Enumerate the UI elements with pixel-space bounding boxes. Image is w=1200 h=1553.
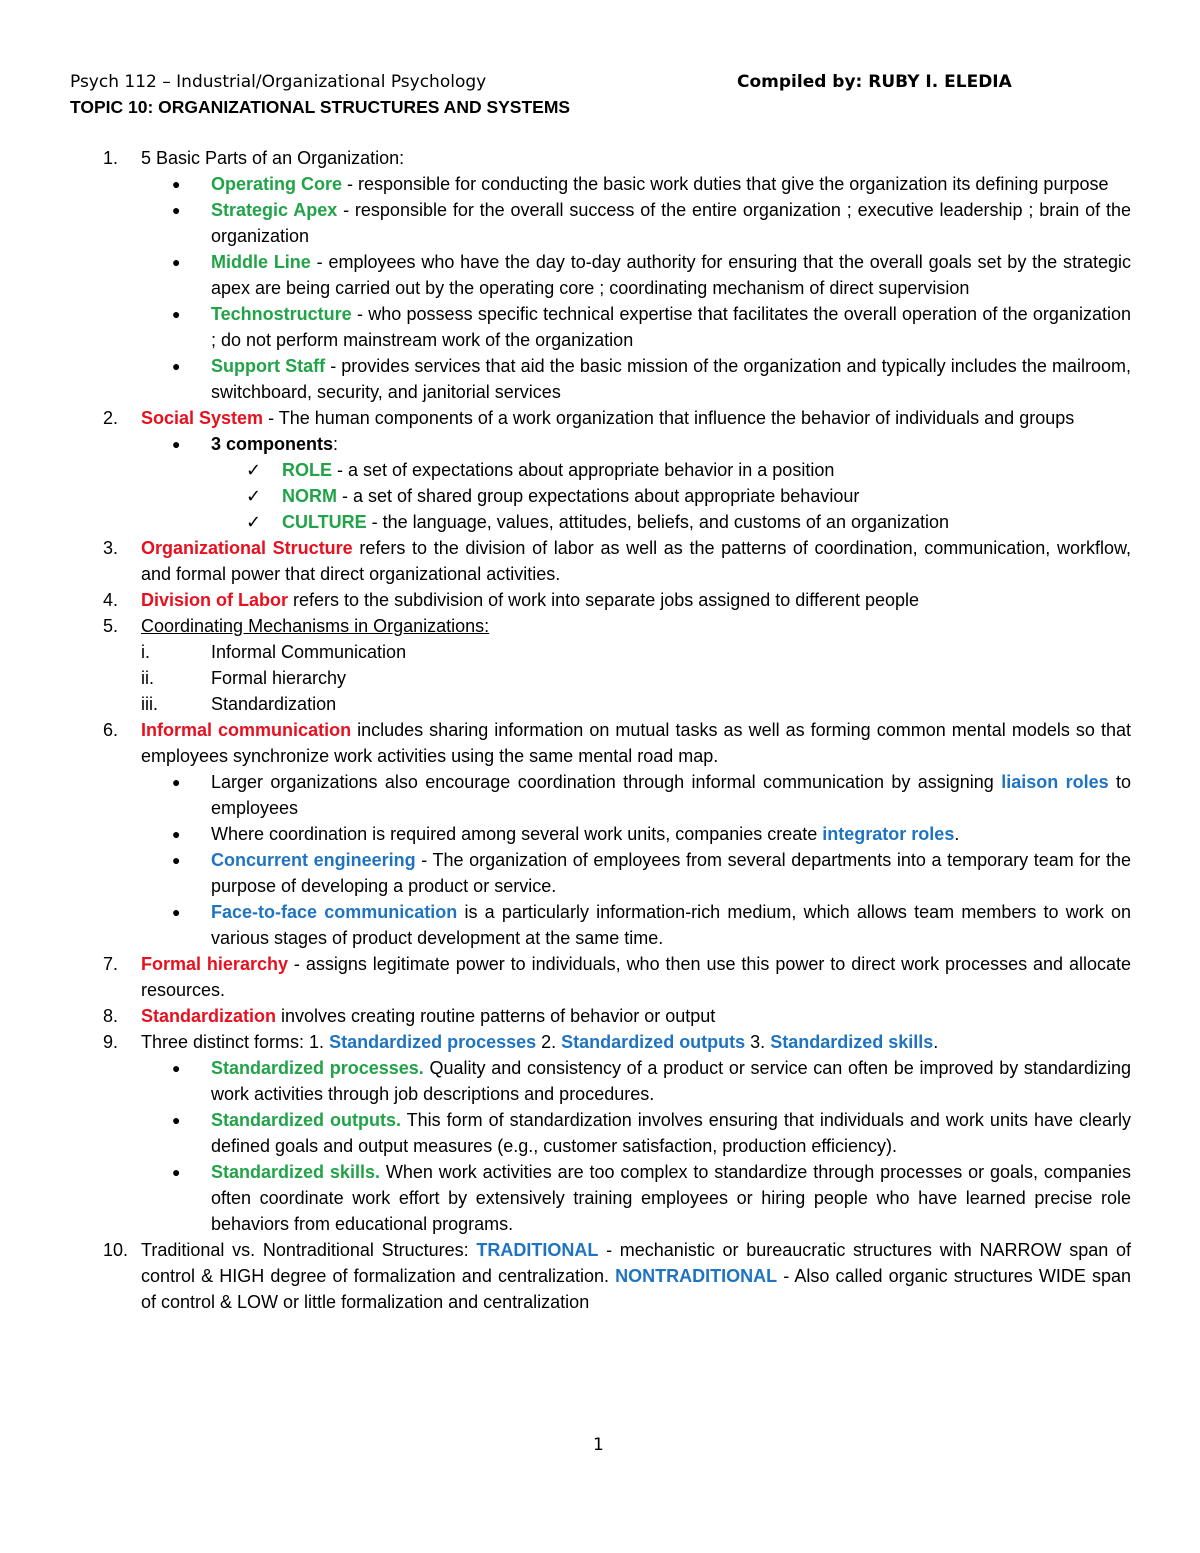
roman-numeral: iii. — [141, 694, 158, 714]
list-item-5 — [70, 613, 1131, 639]
list-item-4 — [70, 587, 1131, 613]
definition: - The organization of employees from several departments into a temporary team for the purpose of developing a product or service. — [211, 850, 1131, 896]
bullet-middle-line — [70, 249, 1131, 301]
bullet-technostructure — [70, 301, 1131, 353]
term: ROLE — [282, 460, 333, 480]
text: . — [933, 1032, 939, 1052]
check-culture — [70, 509, 1131, 535]
roman-text: Informal Communication — [211, 642, 407, 662]
bullet-standardized-processes — [70, 1055, 1131, 1107]
definition: - the language, values, attitudes, beliefs, and customs of an organization — [366, 512, 950, 532]
item-number: 8. — [103, 1006, 119, 1026]
list-item-9 — [70, 1029, 1131, 1055]
list-item-10 — [70, 1237, 1131, 1315]
item-number: 7. — [103, 954, 119, 974]
definition: - The human components of a work organization that influence the behavior of individuals and groups — [263, 408, 1075, 428]
bullet-icon: ● — [172, 774, 181, 790]
bullet-icon: ● — [172, 1112, 181, 1128]
bullet-icon: ● — [172, 306, 181, 322]
bullet-concurrent-engineering — [70, 847, 1131, 899]
list-item-3 — [70, 535, 1131, 587]
term: CULTURE — [282, 512, 367, 532]
definition: - a set of expectations about appropriate behavior in a position — [332, 460, 835, 480]
bullet-support-staff — [70, 353, 1131, 405]
bullet-icon: ● — [172, 202, 181, 218]
definition: - responsible for the overall success of the entire organization ; executive leadership ; brain of the organization — [211, 200, 1131, 246]
definition: involves creating routine patterns of behavior or output — [276, 1006, 716, 1026]
bullet-icon: ● — [172, 254, 181, 270]
item-number: 1. — [103, 148, 119, 168]
item-number: 6. — [103, 720, 119, 740]
text: Three distinct forms: 1. — [141, 1032, 330, 1052]
bullet-icon: ● — [172, 826, 181, 842]
definition: - provides services that aid the basic mission of the organization and typically includes the mailroom, switchboard, security, and janitorial services — [211, 356, 1131, 402]
term: Face-to-face communication — [211, 902, 458, 922]
check-norm — [70, 483, 1131, 509]
term: Standardized processes. — [211, 1058, 424, 1078]
item-number: 9. — [103, 1032, 119, 1052]
roman-numeral: i. — [141, 642, 150, 662]
bullet-liaison-roles — [70, 769, 1131, 821]
text: 3. — [745, 1032, 771, 1052]
bullet-strategic-apex — [70, 197, 1131, 249]
item-number: 2. — [103, 408, 119, 428]
definition: refers to the division of labor as well as the patterns of coordination, communication, workflow, and formal power that direct organizational activities. — [141, 538, 1131, 584]
bullet-icon: ● — [172, 1164, 181, 1180]
term: Operating Core — [211, 174, 343, 194]
term: Standardized skills — [770, 1032, 934, 1052]
term: Division of Labor — [141, 590, 289, 610]
list-item-2 — [70, 405, 1131, 431]
bullet-icon: ● — [172, 852, 181, 868]
term: Formal hierarchy — [141, 954, 288, 974]
definition: When work activities are too complex to standardize through processes or goals, companies often coordinate work effort by extensively training employees or hiring people who have learned precise role behaviors from educational programs. — [211, 1162, 1131, 1234]
term: Support Staff — [211, 356, 326, 376]
roman-numeral: ii. — [141, 668, 154, 688]
roman-item-3 — [70, 691, 1131, 717]
term: Strategic Apex — [211, 200, 338, 220]
bullet-components — [70, 431, 1131, 457]
definition: This form of standardization involves ensuring that individuals and work units have clearly defined goals and output measures (e.g., customer satisfaction, production efficiency). — [211, 1110, 1131, 1156]
text: . — [954, 824, 960, 844]
bullet-face-to-face — [70, 899, 1131, 951]
document-body — [70, 145, 1131, 1315]
list-item-8 — [70, 1003, 1131, 1029]
text: Where coordination is required among several work units, companies create — [211, 824, 823, 844]
term: Middle Line — [211, 252, 311, 272]
bullet-standardized-skills — [70, 1159, 1131, 1237]
term: Standardized outputs. — [211, 1110, 401, 1130]
term: TRADITIONAL — [476, 1240, 599, 1260]
text: to employees — [211, 772, 1131, 818]
term: Concurrent engineering — [211, 850, 416, 870]
item-text: 5 Basic Parts of an Organization: — [141, 148, 405, 168]
text: Larger organizations also encourage coordination through informal communication by assigning — [211, 772, 1002, 792]
check-role — [70, 457, 1131, 483]
checkmark-icon: ✓ — [246, 460, 262, 480]
compiled-by: Compiled by: RUBY I. ELEDIA — [737, 72, 1012, 92]
term: Standardized skills. — [211, 1162, 380, 1182]
definition: - responsible for conducting the basic work duties that give the organization its defining purpose — [342, 174, 1109, 194]
roman-text: Formal hierarchy — [211, 668, 347, 688]
bullet-icon: ● — [172, 1060, 181, 1076]
term: NORM — [282, 486, 337, 506]
colon: : — [333, 434, 339, 454]
text: 2. — [536, 1032, 562, 1052]
item-number: 4. — [103, 590, 119, 610]
bullet-standardized-outputs — [70, 1107, 1131, 1159]
bullet-operating-core — [70, 171, 1131, 197]
term: Standardized outputs — [561, 1032, 746, 1052]
bullet-icon: ● — [172, 358, 181, 374]
checkmark-icon: ✓ — [246, 512, 262, 532]
definition: - who possess specific technical expertise that facilitates the overall operation of the organization ; do not perform mainstream work of the organization — [211, 304, 1131, 350]
term: NONTRADITIONAL — [615, 1266, 778, 1286]
definition: - a set of shared group expectations about appropriate behaviour — [337, 486, 860, 506]
term: Technostructure — [211, 304, 352, 324]
term: Informal communication — [141, 720, 352, 740]
term: Standardization — [141, 1006, 277, 1026]
term: Standardized processes — [329, 1032, 537, 1052]
item-text: Coordinating Mechanisms in Organizations: — [141, 616, 490, 636]
definition: Quality and consistency of a product or service can often be improved by standardizing work activities through job descriptions and procedures. — [211, 1058, 1131, 1104]
bullet-icon: ● — [172, 436, 181, 452]
definition: includes sharing information on mutual tasks as well as forming common mental models so that employees synchronize work activities using the same mental road map. — [141, 720, 1131, 766]
course-title: Psych 112 – Industrial/Organizational Psychology — [70, 72, 487, 92]
item-number: 10. — [103, 1240, 129, 1260]
text: - Also called organic structures WIDE span of control & LOW or little formalization and centralization — [141, 1266, 1131, 1312]
text: Traditional vs. Nontraditional Structures: — [141, 1240, 477, 1260]
bullet-integrator-roles — [70, 821, 1131, 847]
item-number: 5. — [103, 616, 119, 636]
term: liaison roles — [1001, 772, 1109, 792]
definition: refers to the subdivision of work into separate jobs assigned to different people — [288, 590, 920, 610]
roman-item-2 — [70, 665, 1131, 691]
bullet-icon: ● — [172, 176, 181, 192]
page-number: 1 — [593, 1435, 604, 1455]
list-item-7 — [70, 951, 1131, 1003]
topic-title: TOPIC 10: ORGANIZATIONAL STRUCTURES AND SYSTEMS — [70, 97, 571, 117]
label: 3 components — [211, 434, 334, 454]
definition: - assigns legitimate power to individuals, who then use this power to direct work processes and allocate resources. — [141, 954, 1132, 1000]
roman-item-1 — [70, 639, 1131, 665]
roman-text: Standardization — [211, 694, 337, 714]
bullet-icon: ● — [172, 904, 181, 920]
list-item-6 — [70, 717, 1131, 769]
item-number: 3. — [103, 538, 119, 558]
term: Organizational Structure — [141, 538, 353, 558]
definition: is a particularly information-rich medium, which allows team members to work on various stages of product development at the same time. — [211, 902, 1132, 948]
definition: - employees who have the day to-day authority for ensuring that the overall goals set by the strategic apex are being carried out by the operating core ; coordinating mechanism of direct supervision — [211, 252, 1132, 298]
checkmark-icon: ✓ — [246, 486, 262, 506]
term: integrator roles — [822, 824, 955, 844]
list-item-1 — [70, 145, 1131, 171]
term: Social System — [141, 408, 264, 428]
text: - mechanistic or bureaucratic structures with NARROW span of control & HIGH degree of formalization and centralization. — [141, 1240, 1131, 1286]
